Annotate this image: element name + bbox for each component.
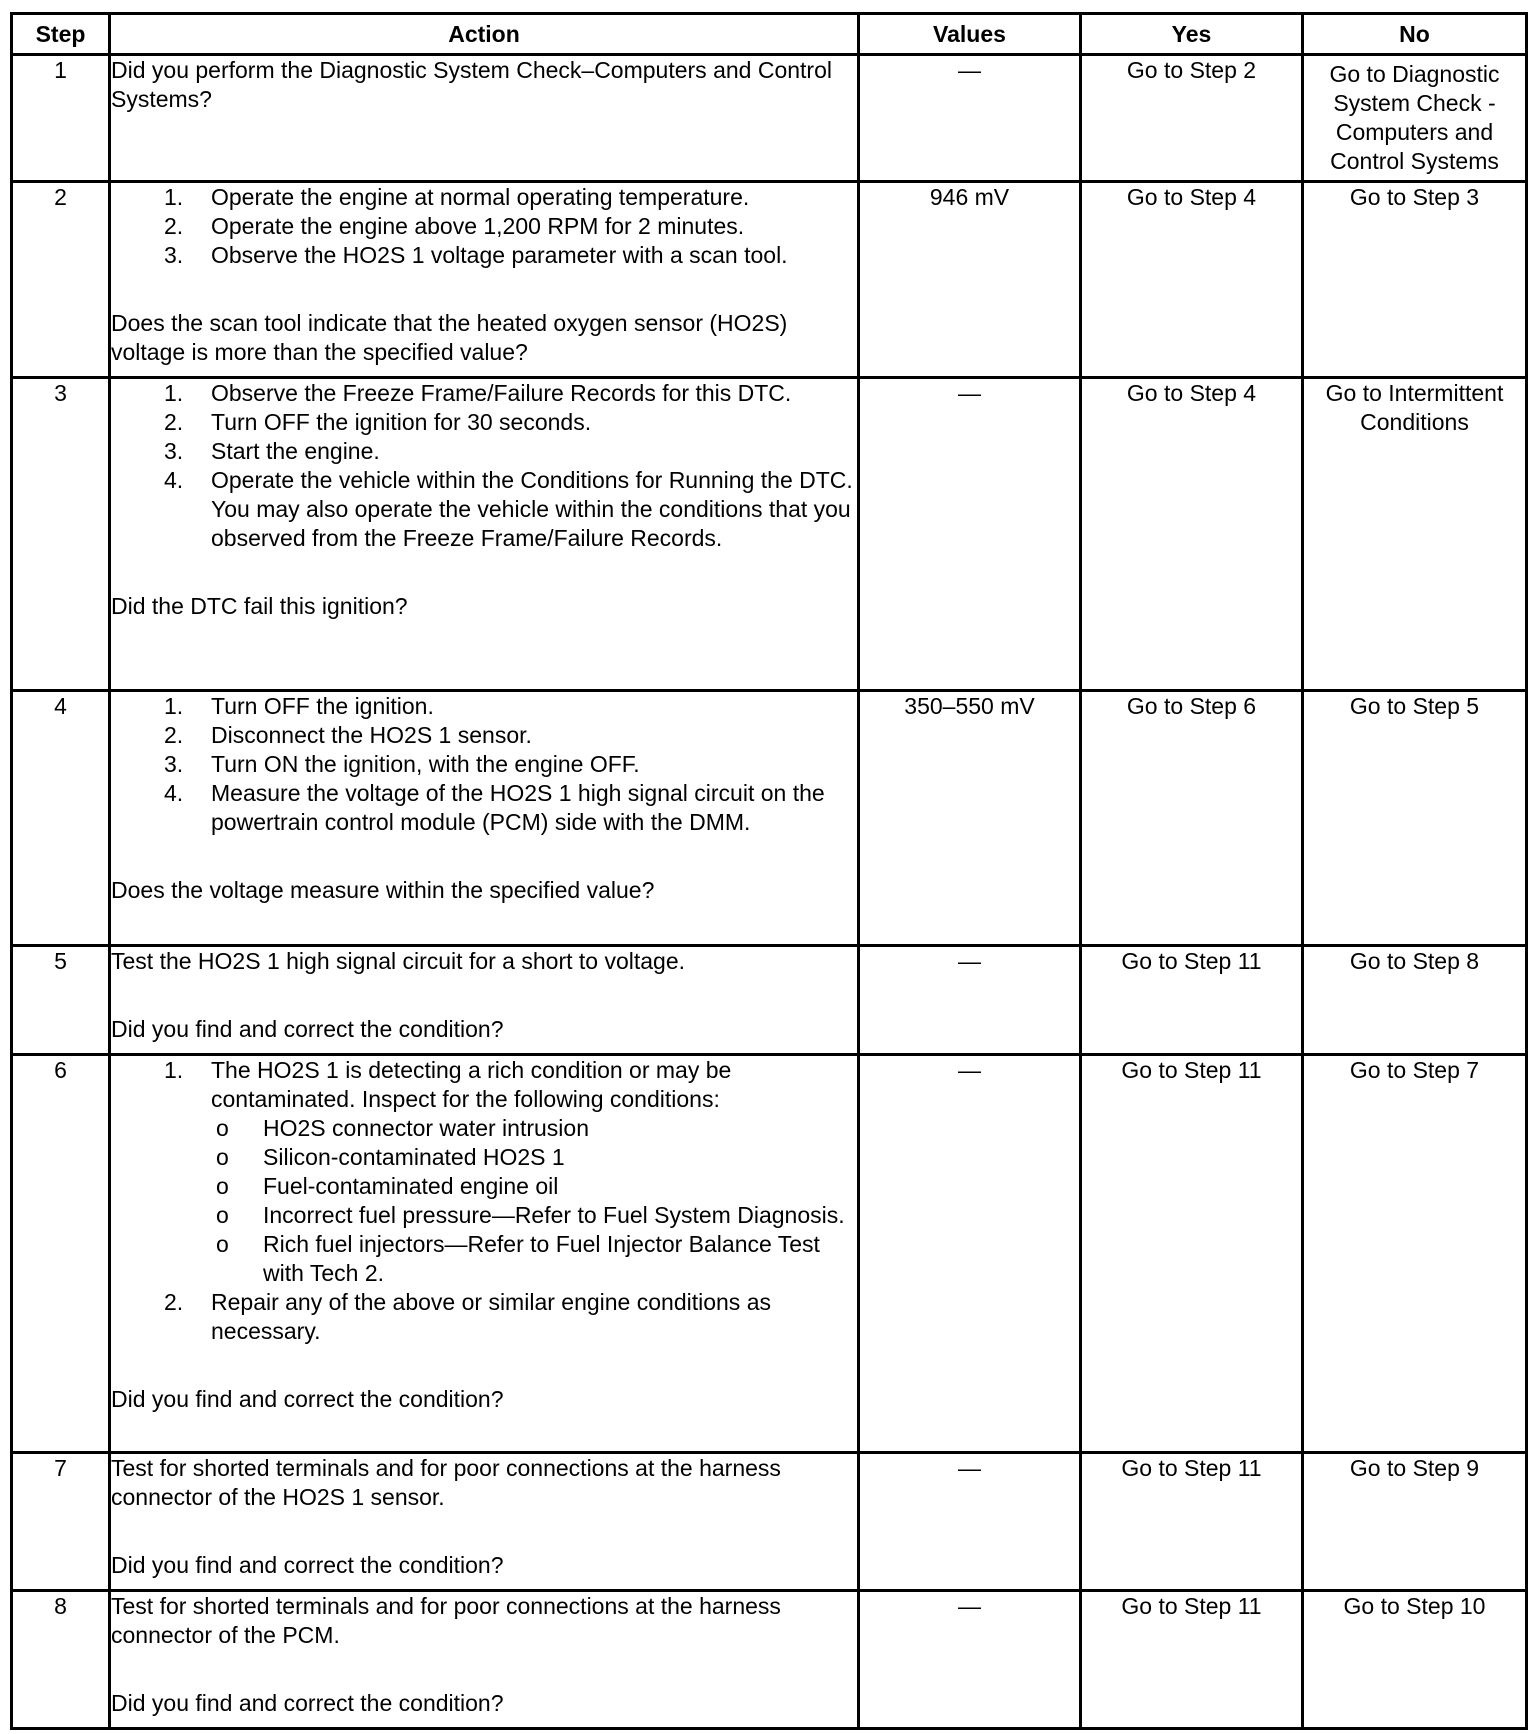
action-question: Does the scan tool indicate that the heated oxygen sensor (HO2S) voltage is more than the specified value? <box>111 310 788 365</box>
yes-cell: Go to Step 4 <box>1081 182 1303 378</box>
condition-item <box>216 1143 857 1172</box>
action-text: Test the HO2S 1 high signal circuit for a short to voltage. <box>111 948 686 974</box>
action-step <box>164 779 857 837</box>
header-step: Step <box>12 14 110 55</box>
step-text: Operate the engine above 1,200 RPM for 2 minutes. <box>211 213 745 239</box>
step-num: 3. <box>164 438 184 464</box>
action-step <box>164 721 857 750</box>
step-num: 1. <box>164 693 184 719</box>
step-text: Observe the HO2S 1 voltage parameter with a scan tool. <box>211 242 788 268</box>
step-num: 3. <box>164 242 184 268</box>
action-step <box>164 1056 857 1288</box>
action-step <box>164 437 857 466</box>
action-steps <box>111 183 857 270</box>
step-num: 2. <box>164 213 184 239</box>
yes-cell: Go to Step 11 <box>1081 1591 1303 1729</box>
step-number: 5 <box>12 946 110 1055</box>
value-cell: — <box>859 1055 1081 1453</box>
step-text: Turn OFF the ignition. <box>211 693 434 719</box>
action-question: Did you find and correct the condition? <box>111 1552 504 1578</box>
no-cell: Go to Step 9 <box>1303 1453 1527 1591</box>
no-cell: Go to Step 8 <box>1303 946 1527 1055</box>
action-text: Test for shorted terminals and for poor connections at the harness connector of the PCM. <box>111 1593 781 1648</box>
value-cell: — <box>859 55 1081 182</box>
action-steps <box>111 1056 857 1346</box>
bullet: o <box>216 1144 229 1170</box>
bullet: o <box>216 1173 229 1199</box>
no-cell: Go to Intermittent Conditions <box>1303 378 1527 691</box>
step-num: 3. <box>164 751 184 777</box>
action-text: Did you perform the Diagnostic System Check–Computers and Control Systems? <box>111 57 832 112</box>
bullet: o <box>216 1231 229 1257</box>
action-cell <box>110 1055 859 1453</box>
step-text: Repair any of the above or similar engine conditions as necessary. <box>211 1289 771 1344</box>
no-cell: Go to Step 3 <box>1303 182 1527 378</box>
step-num: 4. <box>164 467 184 493</box>
step-num: 1. <box>164 184 184 210</box>
step-number: 1 <box>12 55 110 182</box>
diagnostic-table <box>10 12 1528 1730</box>
no-cell: Go to Step 10 <box>1303 1591 1527 1729</box>
condition-text: Silicon-contaminated HO2S 1 <box>263 1144 565 1170</box>
condition-item <box>216 1201 857 1230</box>
yes-cell: Go to Step 4 <box>1081 378 1303 691</box>
header-no: No <box>1303 14 1527 55</box>
yes-cell: Go to Step 11 <box>1081 946 1303 1055</box>
table-row <box>12 1055 1527 1453</box>
step-text: Operate the vehicle within the Conditions for Running the DTC. You may also operate the vehicle within the conditions that you observed from the Freeze Frame/Failure Records. <box>211 467 853 551</box>
value-cell: — <box>859 378 1081 691</box>
step-text: Disconnect the HO2S 1 sensor. <box>211 722 532 748</box>
action-step <box>164 212 857 241</box>
step-num: 1. <box>164 380 184 406</box>
action-text: Test for shorted terminals and for poor connections at the harness connector of the HO2S 1 sensor. <box>111 1455 781 1510</box>
action-cell <box>110 182 859 378</box>
table-row <box>12 946 1527 1055</box>
condition-text: Incorrect fuel pressure—Refer to Fuel System Diagnosis. <box>263 1202 845 1228</box>
condition-list <box>164 1114 857 1288</box>
step-num: 2. <box>164 1289 184 1315</box>
action-question: Did you find and correct the condition? <box>111 1386 504 1412</box>
action-question: Does the voltage measure within the specified value? <box>111 877 655 903</box>
bullet: o <box>216 1115 229 1141</box>
step-num: 2. <box>164 722 184 748</box>
action-cell <box>110 1591 859 1729</box>
step-number: 4 <box>12 691 110 946</box>
condition-item <box>216 1114 857 1143</box>
step-text: Turn ON the ignition, with the engine OFF. <box>211 751 640 777</box>
step-num: 2. <box>164 409 184 435</box>
table-row <box>12 182 1527 378</box>
action-step <box>164 241 857 270</box>
action-step <box>164 1288 857 1346</box>
yes-cell: Go to Step 6 <box>1081 691 1303 946</box>
no-cell: Go to Step 7 <box>1303 1055 1527 1453</box>
step-number: 7 <box>12 1453 110 1591</box>
table-row <box>12 1453 1527 1591</box>
action-step <box>164 408 857 437</box>
action-step <box>164 750 857 779</box>
action-cell <box>110 55 859 182</box>
action-cell <box>110 1453 859 1591</box>
step-num: 1. <box>164 1057 184 1083</box>
no-cell: Go to Diagnostic System Check - Computers and Control Systems <box>1303 55 1527 182</box>
header-action: Action <box>110 14 859 55</box>
condition-item <box>216 1230 857 1288</box>
no-cell: Go to Step 5 <box>1303 691 1527 946</box>
step-number: 2 <box>12 182 110 378</box>
action-cell <box>110 378 859 691</box>
step-text: Start the engine. <box>211 438 380 464</box>
value-cell: — <box>859 946 1081 1055</box>
step-number: 8 <box>12 1591 110 1729</box>
yes-cell: Go to Step 2 <box>1081 55 1303 182</box>
bullet: o <box>216 1202 229 1228</box>
step-text: The HO2S 1 is detecting a rich condition or may be contaminated. Inspect for the following conditions: <box>211 1057 732 1112</box>
value-cell: — <box>859 1591 1081 1729</box>
yes-cell: Go to Step 11 <box>1081 1453 1303 1591</box>
action-step <box>164 183 857 212</box>
step-number: 6 <box>12 1055 110 1453</box>
header-yes: Yes <box>1081 14 1303 55</box>
step-number: 3 <box>12 378 110 691</box>
value-cell: 946 mV <box>859 182 1081 378</box>
action-steps <box>111 379 857 553</box>
value-cell: — <box>859 1453 1081 1591</box>
condition-text: HO2S connector water intrusion <box>263 1115 589 1141</box>
step-text: Measure the voltage of the HO2S 1 high signal circuit on the powertrain control module (PCM) side with the DMM. <box>211 780 825 835</box>
action-cell <box>110 691 859 946</box>
table-row <box>12 55 1527 182</box>
condition-text: Fuel-contaminated engine oil <box>263 1173 559 1199</box>
step-text: Observe the Freeze Frame/Failure Records for this DTC. <box>211 380 792 406</box>
step-text: Operate the engine at normal operating temperature. <box>211 184 750 210</box>
table-row <box>12 691 1527 946</box>
step-num: 4. <box>164 780 184 806</box>
action-step <box>164 692 857 721</box>
step-text: Turn OFF the ignition for 30 seconds. <box>211 409 592 435</box>
table-row <box>12 1591 1527 1729</box>
table-row <box>12 378 1527 691</box>
value-cell: 350–550 mV <box>859 691 1081 946</box>
action-step <box>164 466 857 553</box>
yes-cell: Go to Step 11 <box>1081 1055 1303 1453</box>
action-question: Did you find and correct the condition? <box>111 1690 504 1716</box>
action-step <box>164 379 857 408</box>
action-cell <box>110 946 859 1055</box>
action-steps <box>111 692 857 837</box>
condition-item <box>216 1172 857 1201</box>
action-question: Did the DTC fail this ignition? <box>111 593 408 619</box>
header-values: Values <box>859 14 1081 55</box>
header-row <box>12 14 1527 55</box>
condition-text: Rich fuel injectors—Refer to Fuel Injector Balance Test with Tech 2. <box>263 1231 820 1286</box>
action-question: Did you find and correct the condition? <box>111 1016 504 1042</box>
